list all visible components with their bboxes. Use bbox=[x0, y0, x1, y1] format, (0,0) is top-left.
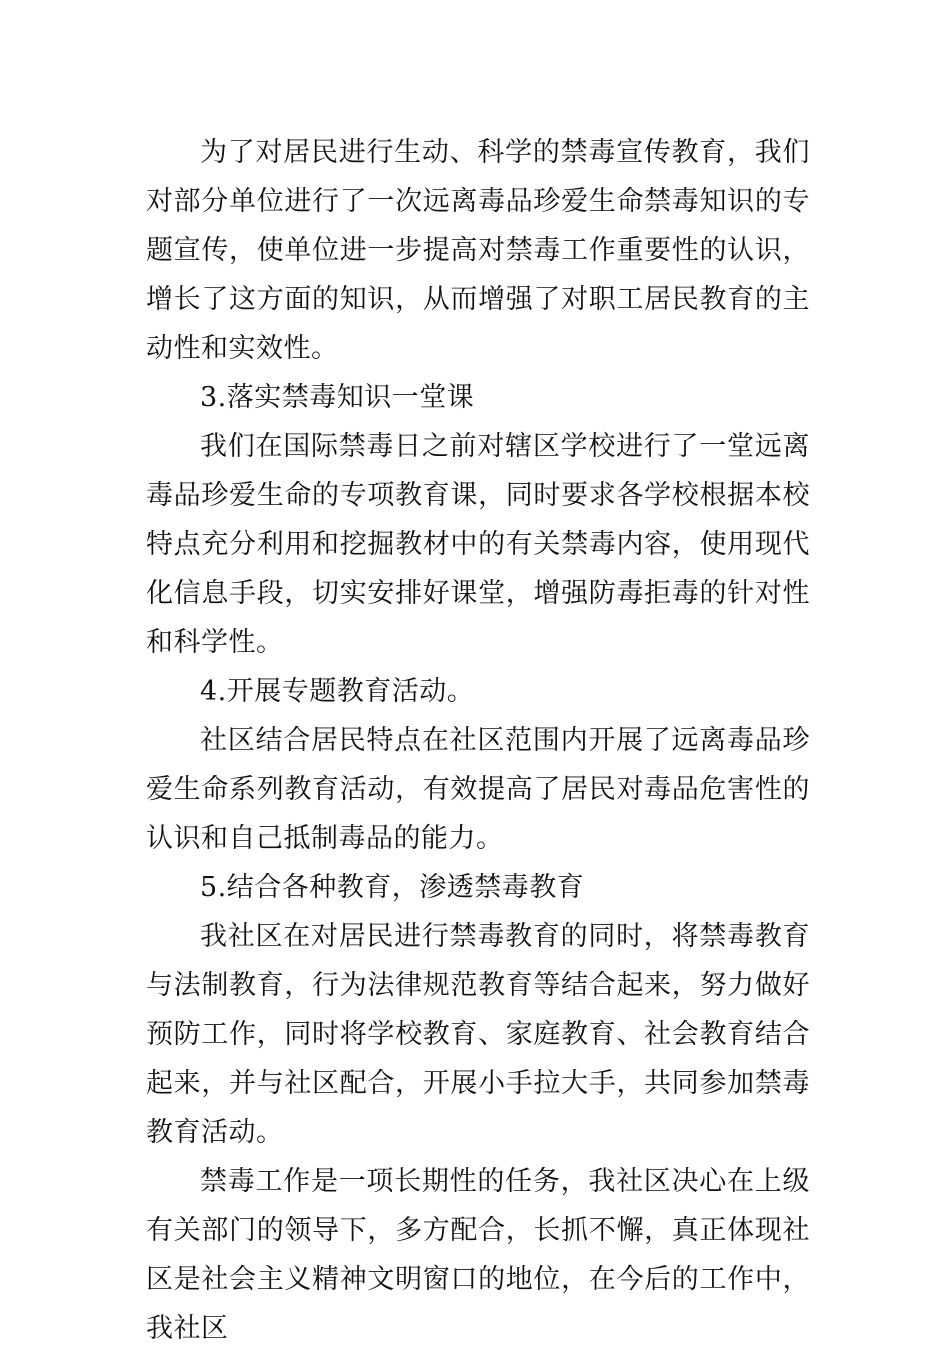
heading-3: 3.落实禁毒知识一堂课 bbox=[200, 382, 475, 413]
paragraph-activities: 社区结合居民特点在社区范围内开展了远离毒品珍爱生命系列教育活动，有效提高了居民对毒品危害性的认识和自己抵制毒品的能力。 bbox=[146, 725, 810, 854]
heading-4: 4.开展专题教育活动。 bbox=[200, 676, 475, 707]
document-body bbox=[146, 128, 810, 1353]
paragraph-combined-education: 我社区在对居民进行禁毒教育的同时，将禁毒教育与法制教育，行为法律规范教育等结合起来，努力做好预防工作，同时将学校教育、家庭教育、社会教育结合起来，并与社区配合，开展小手拉大手，共同参加禁毒教育活动。 bbox=[146, 921, 810, 1148]
paragraph-conclusion: 禁毒工作是一项长期性的任务，我社区决心在上级有关部门的领导下，多方配合，长抓不懈，真正体现社区是社会主义精神文明窗口的地位，在今后的工作中，我社区 bbox=[146, 1166, 810, 1344]
heading-5: 5.结合各种教育，渗透禁毒教育 bbox=[200, 872, 585, 903]
paragraph-propaganda: 为了对居民进行生动、科学的禁毒宣传教育，我们对部分单位进行了一次远离毒品珍爱生命禁毒知识的专题宣传，使单位进一步提高对禁毒工作重要性的认识，增长了这方面的知识，从而增强了对职工居民教育的主动性和实效性。 bbox=[146, 137, 810, 364]
paragraph-lesson: 我们在国际禁毒日之前对辖区学校进行了一堂远离毒品珍爱生命的专项教育课，同时要求各学校根据本校特点充分利用和挖掘教材中的有关禁毒内容，使用现代化信息手段，切实安排好课堂，增强防毒拒毒的针对性和科学性。 bbox=[146, 431, 810, 658]
